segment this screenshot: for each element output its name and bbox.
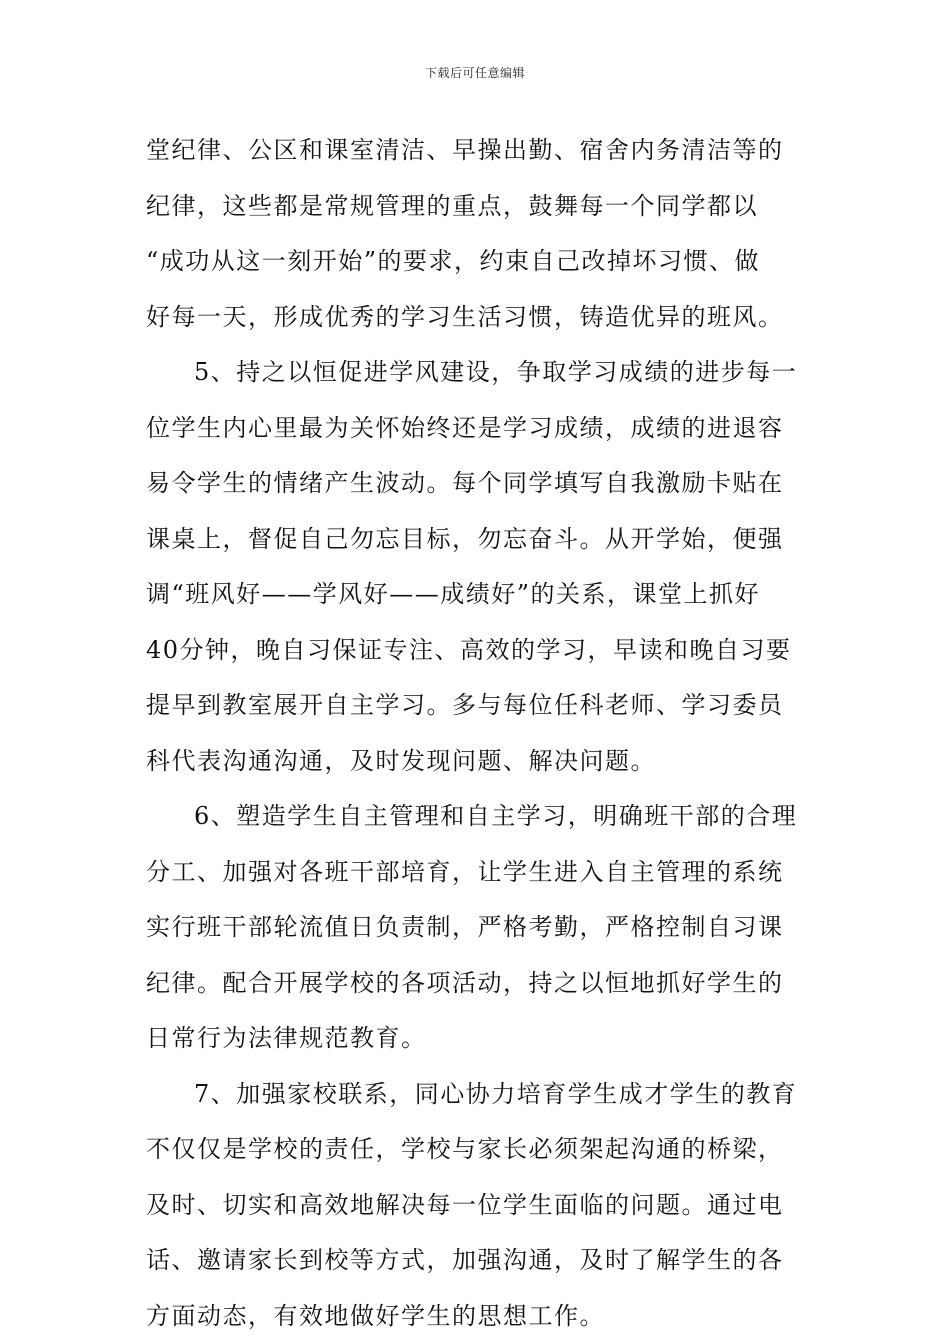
text-line: 纪律，这些都是常规管理的重点，鼓舞每一个同学都以	[146, 191, 758, 220]
paragraph-start-line: 5、持之以恒促进学风建设，争取学习成绩的进步每一	[194, 358, 798, 386]
text-line: 课桌上，督促自己勿忘目标，勿忘奋斗。从开学始，便强	[146, 524, 784, 553]
text-line: 科代表沟通沟通，及时发现问题、解决问题。	[146, 746, 656, 775]
text-line: 分工、加强对各班干部培育，让学生进入自主管理的系统	[146, 857, 784, 886]
text-line: 好每一天，形成优秀的学习生活习惯，铸造优异的班风。	[146, 302, 784, 331]
text-line: 位学生内心里最为关怀始终还是学习成绩，成绩的进退容	[146, 413, 784, 442]
text-line: 调“班风好——学风好——成绩好”的关系，课堂上抓好	[146, 580, 761, 608]
paragraph-start-line: 7、加强家校联系，同心协力培育学生成才学生的教育	[194, 1079, 798, 1108]
paragraph-start-line: 6、塑造学生自主管理和自主学习，明确班干部的合理	[194, 802, 798, 830]
text-line: 日常行为法律规范教育。	[146, 1024, 427, 1052]
text-line: 纪律。配合开展学校的各项活动，持之以恒地抓好学生的	[146, 968, 784, 997]
text-line: 提早到教室展开自主学习。多与每位任科老师、学习委员	[146, 691, 784, 719]
text-line: 堂纪律、公区和课室清洁、早操出勤、宿舍内务清洁等的	[146, 136, 784, 164]
text-line: 实行班干部轮流值日负责制，严格考勤，严格控制自习课	[146, 913, 784, 941]
text-line: 及时、切实和高效地解决每一位学生面临的问题。通过电	[146, 1190, 784, 1219]
text-line: 方面动态，有效地做好学生的思想工作。	[146, 1301, 605, 1330]
text-line: “成功从这一刻开始”的要求，约束自己改掉坏习惯、做	[146, 247, 761, 275]
text-line: 话、邀请家长到校等方式，加强沟通，及时了解学生的各	[146, 1246, 784, 1274]
text-line: 不仅仅是学校的责任，学校与家长必须架起沟通的桥梁，	[146, 1135, 784, 1163]
text-line: 易令学生的情绪产生波动。每个同学填写自我激励卡贴在	[146, 469, 784, 497]
body-text	[146, 123, 812, 1344]
text-line: 40分钟，晚自习保证专注、高效的学习，早读和晚自习要	[146, 635, 792, 664]
header-note: 下载后可任意编辑	[424, 66, 525, 80]
